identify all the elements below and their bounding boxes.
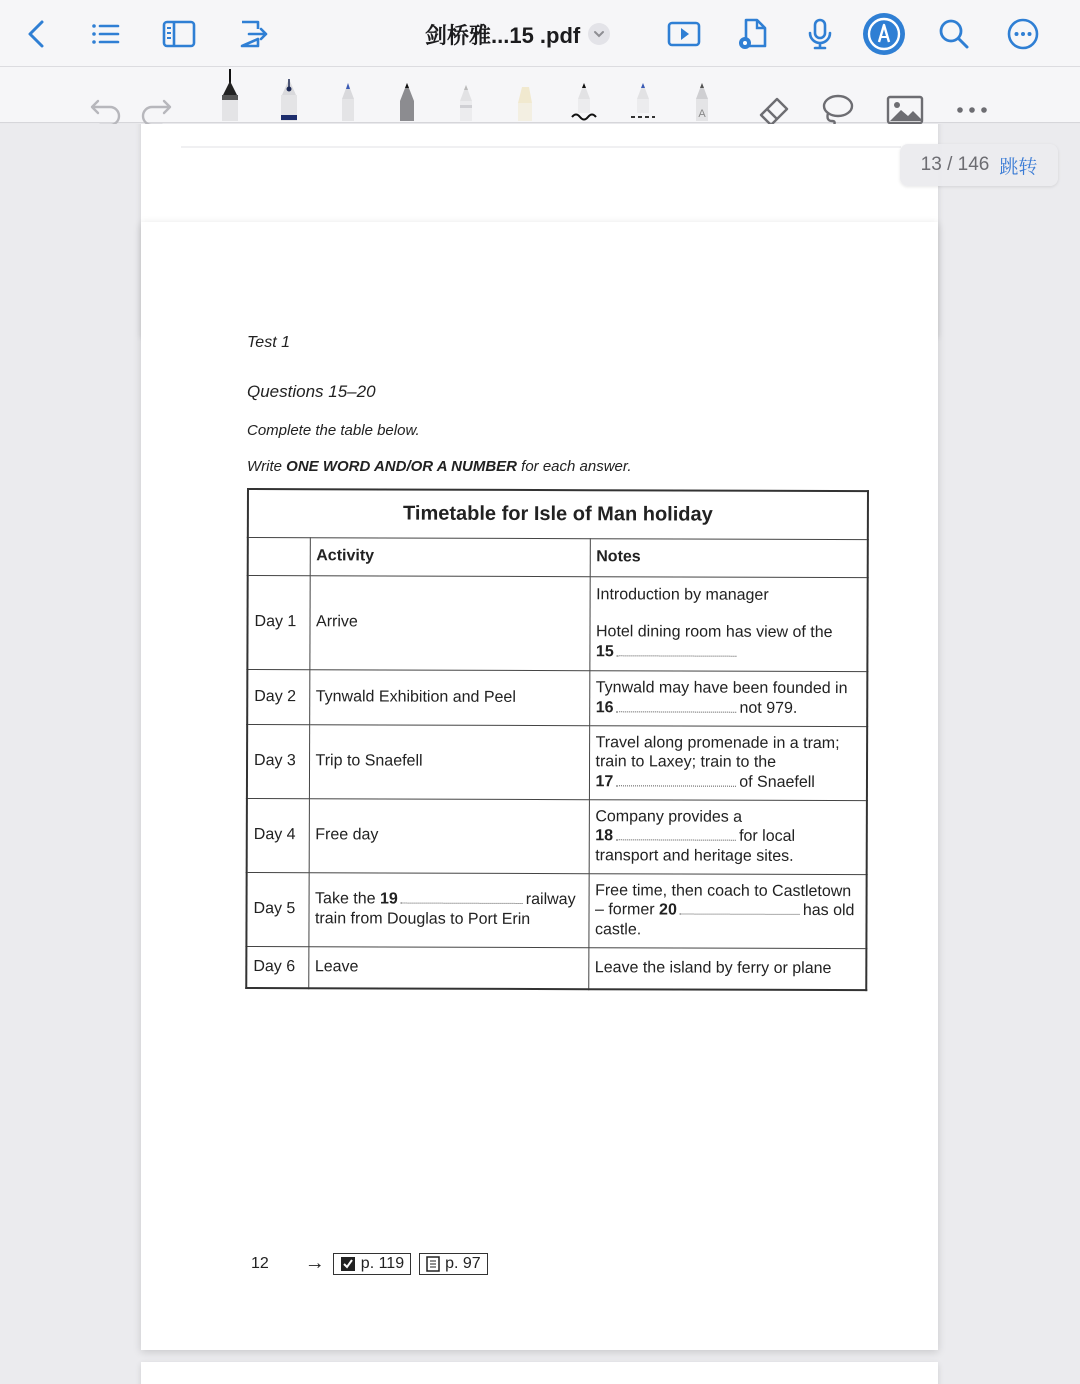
- svg-text:A: A: [698, 108, 706, 120]
- more-icon[interactable]: [1001, 12, 1045, 56]
- notes-cell: Introduction by manager Hotel dining room has view of the 15: [589, 576, 867, 671]
- question-15: 15: [595, 642, 614, 661]
- activity-cell: Leave: [308, 946, 588, 989]
- document-title: 剑桥雅...15 .pdf: [425, 22, 581, 48]
- marker-tool[interactable]: [391, 69, 423, 121]
- transcript-ref[interactable]: p. 97: [419, 1253, 488, 1275]
- next-page: [141, 1362, 938, 1384]
- document-title-menu[interactable]: [425, 18, 610, 50]
- fountain-pen-tool[interactable]: [214, 69, 246, 121]
- undo-icon[interactable]: [88, 77, 124, 129]
- day-cell: Day 4: [247, 798, 309, 872]
- highlighter-tool[interactable]: [509, 69, 541, 121]
- pencil-tool[interactable]: [332, 69, 364, 121]
- col-notes: Notes: [590, 538, 868, 577]
- answer-blank-20[interactable]: [680, 914, 800, 915]
- wavy-pen-tool[interactable]: [568, 69, 600, 121]
- answer-key-icon: [340, 1256, 356, 1272]
- play-icon[interactable]: [662, 12, 706, 56]
- chevron-down-icon: [588, 23, 610, 45]
- question-16: 16: [595, 698, 614, 716]
- audio-file-icon[interactable]: [731, 12, 775, 56]
- annotation-toolbar: [0, 67, 1080, 123]
- day-cell: Day 6: [246, 946, 308, 988]
- table-title: Timetable for Isle of Man holiday: [248, 489, 868, 539]
- test-label: Test 1: [247, 334, 290, 351]
- table-row: [246, 872, 866, 948]
- pdf-page: [141, 222, 938, 1350]
- table-row: [247, 575, 867, 671]
- day-cell: Day 3: [247, 724, 309, 798]
- day-cell: Day 1: [247, 575, 309, 669]
- question-18: 18: [595, 827, 614, 845]
- dashed-pen-tool[interactable]: [627, 69, 659, 121]
- image-icon[interactable]: [885, 77, 925, 129]
- table-row: [247, 724, 867, 800]
- markup-pen-icon[interactable]: [862, 12, 906, 56]
- table-row: [246, 946, 866, 990]
- notes-cell: Tynwald may have been founded in 16 not 979.: [589, 670, 867, 726]
- document-viewer[interactable]: [0, 124, 1080, 1384]
- page-number: 12: [251, 1254, 269, 1272]
- notes-cell: Company provides a 18 for local transport and heritage sites.: [589, 799, 867, 874]
- light-pen-tool[interactable]: [450, 69, 482, 121]
- activity-cell: Take the 19 railway train from Douglas to Port Erin: [308, 872, 588, 947]
- notes-cell: Travel along promenade in a tram; train to Laxey; train to the 17 of Snaefell: [589, 725, 867, 800]
- instruction-complete: Complete the table below.: [247, 422, 420, 439]
- outline-list-icon[interactable]: [84, 12, 128, 56]
- page-indicator[interactable]: [900, 144, 1058, 186]
- lasso-icon[interactable]: [818, 77, 856, 129]
- jump-to-page-button[interactable]: 跳转: [999, 156, 1038, 178]
- col-activity: Activity: [310, 537, 590, 576]
- eraser-icon[interactable]: [755, 77, 793, 129]
- microphone-icon[interactable]: [798, 12, 842, 56]
- answer-blank-18[interactable]: [616, 840, 736, 841]
- answer-blank-19[interactable]: [401, 903, 523, 904]
- text-pen-tool[interactable]: [686, 69, 718, 121]
- day-cell: Day 5: [246, 872, 308, 946]
- notes-cell: Free time, then coach to Castletown – former 20 has old castle.: [588, 873, 866, 948]
- activity-cell: Arrive: [309, 575, 589, 670]
- ink-pen-tool[interactable]: [273, 69, 305, 121]
- activity-cell: Free day: [309, 798, 589, 873]
- more-dots-icon[interactable]: [952, 77, 992, 129]
- export-icon[interactable]: [230, 12, 274, 56]
- page-footer: [251, 1252, 488, 1275]
- arrow-right-icon: →: [304, 1252, 325, 1274]
- answer-key-ref[interactable]: p. 119: [333, 1253, 411, 1275]
- answer-blank-15[interactable]: [617, 655, 737, 656]
- activity-cell: Trip to Snaefell: [309, 724, 589, 799]
- search-icon[interactable]: [932, 12, 976, 56]
- top-bar: [0, 0, 1080, 67]
- question-20: 20: [659, 901, 677, 919]
- back-chevron-icon[interactable]: [15, 12, 59, 56]
- notes-cell: Leave the island by ferry or plane: [588, 947, 866, 990]
- table-row: [247, 669, 867, 726]
- question-19: 19: [379, 890, 398, 909]
- table-row: [247, 798, 867, 874]
- redo-icon[interactable]: [138, 77, 174, 129]
- activity-cell: Tynwald Exhibition and Peel: [309, 669, 589, 725]
- day-cell: Day 2: [247, 669, 309, 724]
- questions-heading: Questions 15–20: [247, 382, 376, 401]
- timetable: [245, 488, 869, 991]
- instruction-write: Write ONE WORD AND/OR A NUMBER for each answer.: [247, 458, 632, 475]
- transcript-icon: [426, 1256, 440, 1272]
- answer-blank-16[interactable]: [617, 711, 737, 712]
- answer-blank-17[interactable]: [616, 785, 736, 786]
- sidebar-icon[interactable]: [157, 12, 201, 56]
- page-count: 13 / 146: [920, 154, 990, 175]
- question-17: 17: [595, 772, 614, 791]
